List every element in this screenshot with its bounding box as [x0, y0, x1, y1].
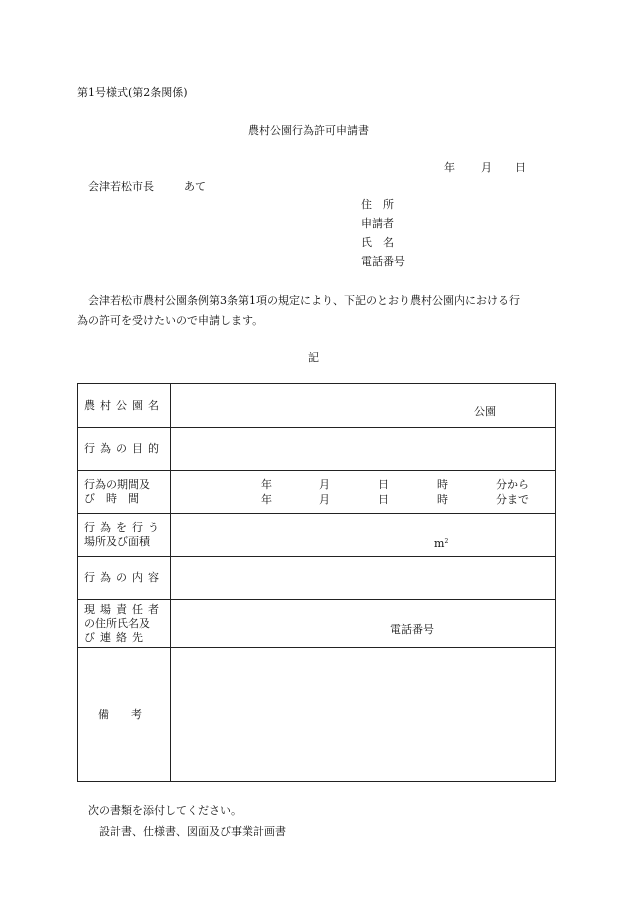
label-place-line1: 行為を行う	[84, 521, 164, 534]
label-period	[78, 471, 171, 514]
application-table	[77, 383, 556, 782]
manager-phone-label: 電話番号	[390, 623, 434, 636]
row-manager	[78, 600, 556, 648]
body-text-line1: 会津若松市農村公園条例第3条第1項の規定により、下記のとおり農村公園内における行	[88, 294, 520, 307]
row-period	[78, 471, 556, 514]
period-from-year: 年	[261, 478, 272, 491]
period-to-day: 日	[378, 493, 389, 506]
period-from-day: 日	[378, 478, 389, 491]
remarks-cell	[171, 648, 556, 782]
label-place	[78, 514, 171, 557]
area-unit: $m^2$	[434, 537, 449, 550]
label-remarks: 備 考	[78, 648, 171, 782]
attach-list: 設計書、仕様書、図面及び事業計画書	[99, 825, 286, 838]
place-cell	[171, 514, 556, 557]
applicant-name-label: 氏 名	[361, 236, 394, 249]
period-from-label: 分から	[496, 478, 529, 491]
period-to-hour: 時	[437, 493, 448, 506]
form-number: 第1号様式(第2条関係)	[77, 86, 188, 99]
row-park-name	[78, 384, 556, 428]
manager-cell	[171, 600, 556, 648]
period-to-label: 分まで	[496, 493, 529, 506]
purpose-cell	[171, 428, 556, 471]
period-from-hour: 時	[437, 478, 448, 491]
addressee-suffix: あて	[184, 180, 206, 193]
addressee-name: 会津若松市長	[88, 180, 154, 193]
park-name-cell	[171, 384, 556, 428]
applicant-phone-label: 電話番号	[361, 255, 405, 268]
attach-note: 次の書類を添付してください。	[88, 804, 242, 817]
date-day: 日	[515, 161, 526, 174]
date-year: 年	[444, 161, 455, 174]
row-purpose	[78, 428, 556, 471]
applicant-address-label: 住 所	[361, 198, 394, 211]
document-title: 農村公園行為許可申請書	[248, 124, 369, 137]
applicant-label: 申請者	[361, 217, 394, 230]
label-period-line1: 行為の期間及	[84, 478, 150, 491]
park-suffix: 公園	[474, 405, 496, 418]
label-manager-line1: 現場責任者	[84, 602, 164, 616]
body-text-line2: 為の許可を受けたいので申請します。	[77, 314, 264, 327]
ki-heading: 記	[308, 351, 319, 364]
label-purpose: 行為の目的	[78, 428, 171, 471]
period-to-year: 年	[261, 493, 272, 506]
label-park-name: 農村公園名	[78, 384, 171, 428]
row-content	[78, 557, 556, 600]
label-place-line2: 場所及び面積	[84, 535, 150, 548]
row-remarks	[78, 648, 556, 782]
period-cell	[171, 471, 556, 514]
label-manager	[78, 600, 171, 648]
row-place	[78, 514, 556, 557]
period-to-month: 月	[319, 493, 330, 506]
period-from-month: 月	[319, 478, 330, 491]
content-cell	[171, 557, 556, 600]
label-manager-line2: の住所氏名及	[84, 616, 150, 630]
date-month: 月	[481, 161, 492, 174]
label-content: 行為の内容	[78, 557, 171, 600]
label-manager-line3: び連絡先	[84, 630, 148, 644]
label-period-line2: び 時 間	[84, 492, 139, 505]
